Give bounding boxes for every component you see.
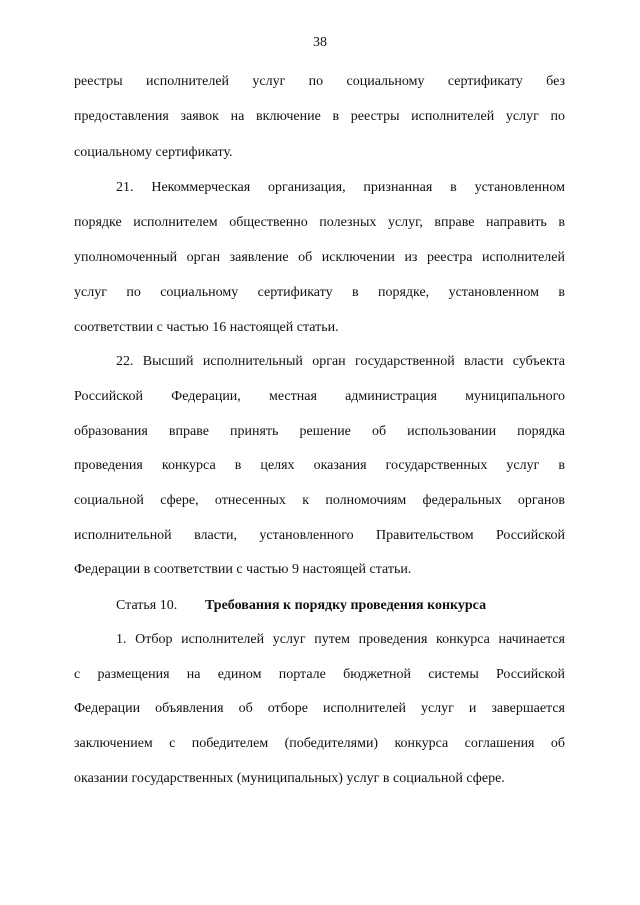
text-line: уполномоченный орган заявление об исключении из реестра исполнителей bbox=[74, 250, 565, 265]
text-line: предоставления заявок на включение в реестры исполнителей услуг по bbox=[74, 109, 565, 124]
text-line: заключением с победителем (победителями) конкурса соглашения об bbox=[74, 736, 565, 751]
article-number: Статья 10. bbox=[116, 598, 178, 613]
text-line: проведения конкурса в целях оказания государственных услуг в bbox=[74, 458, 565, 473]
text-line: порядке исполнителем общественно полезных услуг, вправе направить в bbox=[74, 215, 565, 230]
text-line: с размещения на едином портале бюджетной системы Российской bbox=[74, 667, 565, 682]
text-line: Федерации в соответствии с частью 9 настоящей статьи. bbox=[74, 562, 412, 577]
text-line: 1. Отбор исполнителей услуг путем проведения конкурса начинается bbox=[116, 632, 565, 647]
text-line: соответствии с частью 16 настоящей статьи. bbox=[74, 320, 339, 335]
text-line: оказании государственных (муниципальных) услуг в социальной сфере. bbox=[74, 771, 505, 786]
text-line: социальному сертификату. bbox=[74, 145, 233, 160]
text-line: исполнительной власти, установленного Правительством Российской bbox=[74, 528, 565, 543]
text-line: социальной сфере, отнесенных к полномочиям федеральных органов bbox=[74, 493, 565, 508]
text-line: услуг по социальному сертификату в порядке, установленном в bbox=[74, 285, 565, 300]
page-number: 38 bbox=[313, 35, 327, 50]
text-line: Российской Федерации, местная администрация муниципального bbox=[74, 389, 565, 404]
text-line: 22. Высший исполнительный орган государственной власти субъекта bbox=[116, 354, 565, 369]
text-line: реестры исполнителей услуг по социальному сертификату без bbox=[74, 74, 565, 89]
text-line: образования вправе принять решение об использовании порядка bbox=[74, 424, 565, 439]
article-title: Требования к порядку проведения конкурса bbox=[205, 598, 487, 613]
text-line: 21. Некоммерческая организация, признанная в установленном bbox=[116, 180, 565, 195]
text-line: Федерации объявления об отборе исполнителей услуг и завершается bbox=[74, 701, 565, 716]
